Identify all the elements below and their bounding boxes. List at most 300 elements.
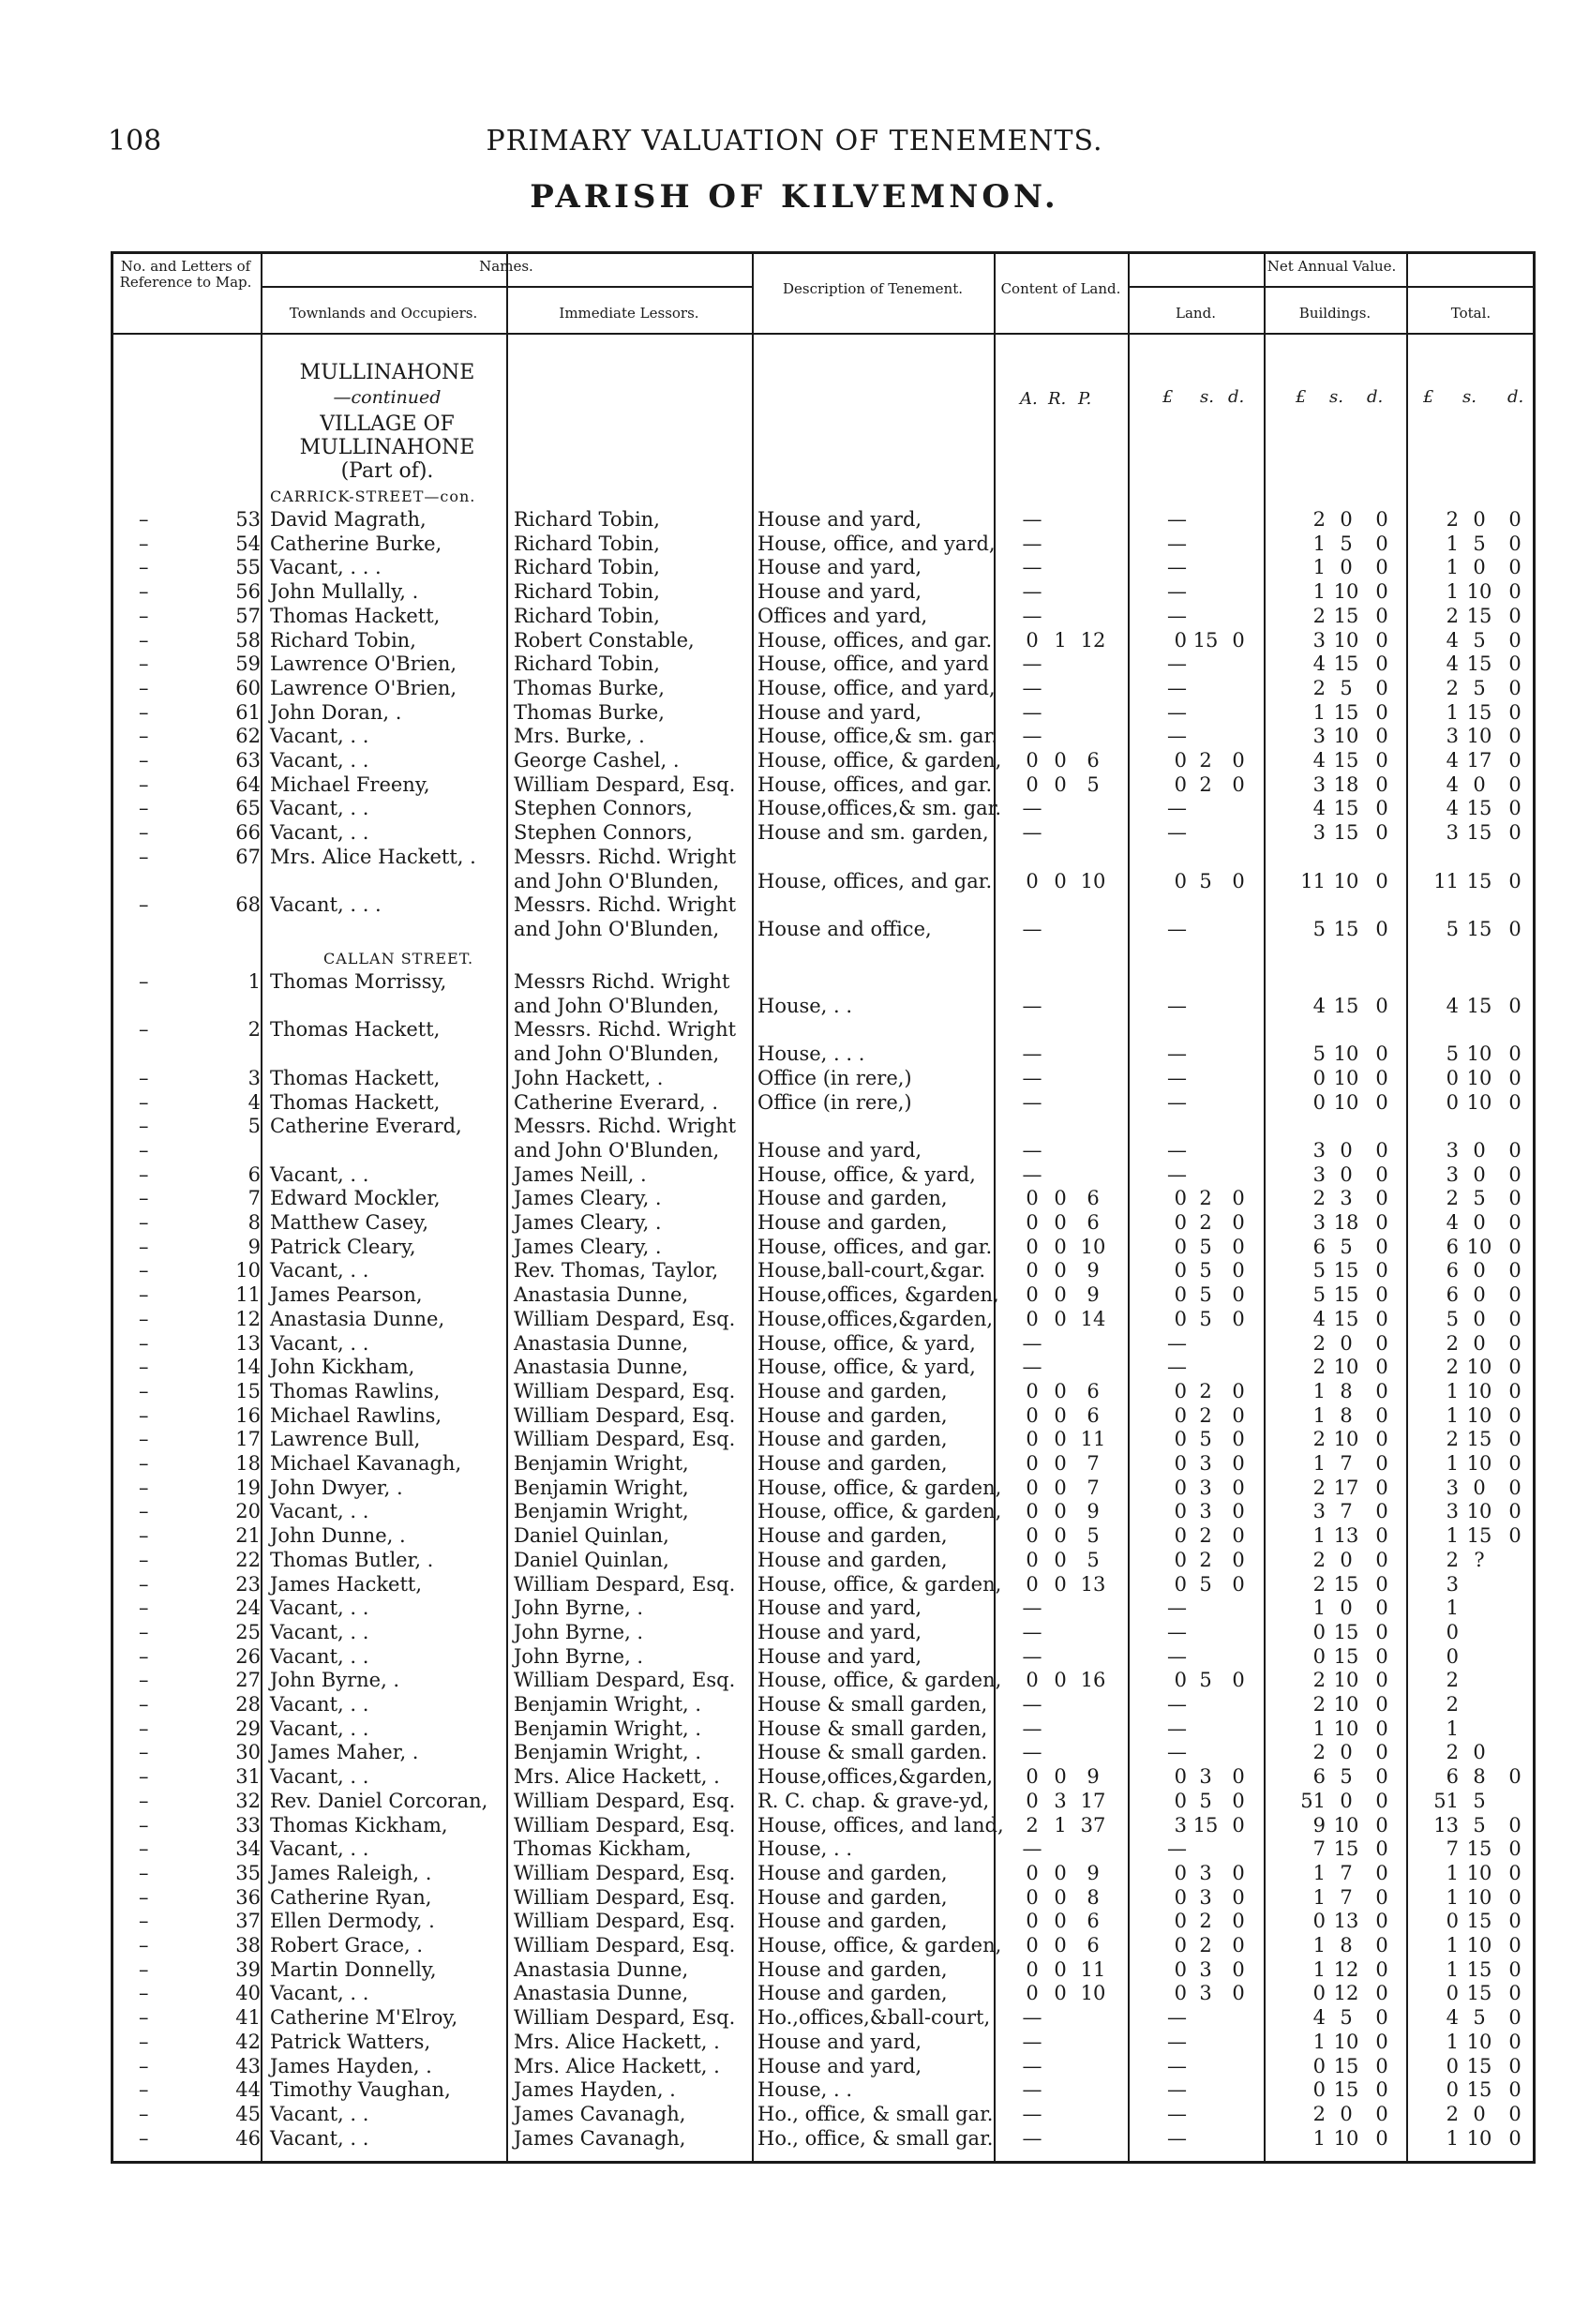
cell-les: Messrs. Richd. Wright <box>514 893 737 917</box>
cell-desc: House and sm. garden, <box>757 821 989 845</box>
cell-bd: 0 <box>1375 1090 1388 1114</box>
cell-bs: 10 <box>1333 1356 1359 1379</box>
cell-td: 0 <box>1508 532 1522 555</box>
cell-bs: 8 <box>1340 1403 1353 1427</box>
cell-ref: 54 <box>235 532 261 555</box>
cell-p: 12 <box>1080 628 1106 652</box>
cell-tp: 5 <box>1446 917 1459 940</box>
cell-les: Richard Tobin, <box>514 604 660 627</box>
table-row <box>111 507 1536 532</box>
cell-a: 0 <box>1026 869 1039 892</box>
cell-ls: 3 <box>1199 1765 1212 1789</box>
cell-ref: 40 <box>235 1982 261 2005</box>
cell-tp: 1 <box>1446 2126 1459 2150</box>
cell-lp: — <box>1167 1162 1187 1186</box>
cell-bd: 0 <box>1375 1283 1388 1307</box>
cell-bd: 0 <box>1375 508 1388 531</box>
cell-td: 0 <box>1508 1524 1522 1548</box>
cell-td: 0 <box>1508 1500 1522 1523</box>
cell-td: 0 <box>1508 1765 1522 1789</box>
cell-occ: Vacant, . . <box>270 1982 369 2005</box>
cell-tp: 1 <box>1446 1861 1459 1884</box>
cell-ld: 0 <box>1232 1669 1245 1692</box>
cell-td: 0 <box>1508 2006 1522 2030</box>
cell-dash: – <box>139 508 149 531</box>
cell-a: 0 <box>1026 772 1039 796</box>
cell-a: — <box>1022 725 1042 748</box>
table-row <box>111 652 1536 677</box>
cell-td: 0 <box>1508 1428 1522 1451</box>
cell-ld: 0 <box>1232 1211 1245 1234</box>
cell-bs: 10 <box>1333 580 1359 604</box>
cell-ls: 5 <box>1199 1259 1212 1282</box>
cell-occ: Vacant, . . <box>270 1597 369 1620</box>
cell-ld: 0 <box>1232 1910 1245 1933</box>
cell-ref: 31 <box>235 1765 261 1789</box>
cell-desc: House and garden, <box>757 1885 948 1909</box>
cell-dash: – <box>139 1717 149 1740</box>
cell-tp: 3 <box>1446 1572 1459 1596</box>
cell-r: 0 <box>1054 1957 1067 1981</box>
cell-desc: House & small garden, <box>757 1693 988 1716</box>
cell-lp: — <box>1167 1620 1187 1643</box>
cell-a: 0 <box>1026 1669 1039 1692</box>
cell-desc: Ho., office, & small gar. <box>757 2126 994 2150</box>
cell-ref: 17 <box>235 1428 261 1451</box>
cell-td: 0 <box>1508 994 1522 1017</box>
cell-occ: Matthew Casey, <box>270 1211 429 1234</box>
cell-ref: 9 <box>247 1235 261 1258</box>
cell-dash: – <box>139 580 149 604</box>
cell-p: 6 <box>1087 1910 1100 1933</box>
cell-r: 0 <box>1054 1765 1067 1789</box>
cell-lp: 0 <box>1174 1476 1187 1499</box>
cell-occ: John Dwyer, . <box>270 1476 403 1499</box>
cell-a: — <box>1022 1042 1042 1066</box>
table-row <box>111 1548 1536 1573</box>
cell-lp: — <box>1167 1138 1187 1162</box>
cell-ref: 12 <box>235 1307 261 1330</box>
cell-ref: 6 <box>247 1162 261 1186</box>
cell-tp: 0 <box>1446 1090 1459 1114</box>
cell-lp: — <box>1167 2054 1187 2077</box>
cell-les: William Despard, Esq. <box>514 1789 736 1812</box>
cell-bd: 0 <box>1375 1452 1388 1475</box>
header-description: Description of Tenement. <box>782 280 964 297</box>
cell-lp: 0 <box>1174 1235 1187 1258</box>
cell-td: 0 <box>1508 1934 1522 1957</box>
cell-tp: 1 <box>1446 1524 1459 1548</box>
cell-ls: 2 <box>1199 772 1212 796</box>
cell-tp: 3 <box>1446 725 1459 748</box>
cell-bs: 13 <box>1333 1910 1359 1933</box>
cell-tp: 1 <box>1446 1885 1459 1909</box>
cell-bs: 10 <box>1333 1717 1359 1740</box>
cell-dash: – <box>139 628 149 652</box>
cell-occ: Thomas Rawlins, <box>270 1379 441 1402</box>
cell-desc: House and garden, <box>757 1861 948 1884</box>
cell-r: 0 <box>1054 1476 1067 1499</box>
table-row <box>111 1981 1536 2006</box>
cell-bs: 0 <box>1340 1162 1353 1186</box>
table-row <box>111 1235 1536 1260</box>
cell-bp: 1 <box>1312 1861 1326 1884</box>
cell-ls: 2 <box>1199 1403 1212 1427</box>
cell-ls: 2 <box>1199 1187 1212 1210</box>
cell-lp: 3 <box>1174 1813 1187 1837</box>
cell-a: — <box>1022 1837 1042 1861</box>
cell-dash: – <box>139 556 149 579</box>
table-row <box>111 1162 1536 1188</box>
cell-occ: Mrs. Alice Hackett, . <box>270 845 476 868</box>
cell-dash: – <box>139 725 149 748</box>
cell-ref: 45 <box>235 2102 261 2125</box>
cell-bp: 3 <box>1312 628 1326 652</box>
cell-td: 0 <box>1508 1235 1522 1258</box>
cell-r: 0 <box>1054 1403 1067 1427</box>
cell-dash: – <box>139 893 149 917</box>
cell-ld: 0 <box>1232 1789 1245 1812</box>
cell-tp: 0 <box>1446 1982 1459 2005</box>
cell-a: 0 <box>1026 1982 1039 2005</box>
cell-a: 0 <box>1026 1572 1039 1596</box>
cell-tp: 2 <box>1446 1356 1459 1379</box>
cell-a: — <box>1022 2030 1042 2053</box>
cell-lp: 0 <box>1174 1452 1187 1475</box>
cell-occ: James Pearson, <box>270 1283 423 1307</box>
cell-bs: 10 <box>1333 1428 1359 1451</box>
cell-ls: 15 <box>1192 1813 1219 1837</box>
cell-bp: 1 <box>1312 556 1326 579</box>
cell-bs: 0 <box>1340 1548 1353 1571</box>
cell-p: 6 <box>1087 1403 1100 1427</box>
cell-r: 0 <box>1054 1211 1067 1234</box>
cell-dash: – <box>139 2102 149 2125</box>
cell-bp: 0 <box>1312 1644 1326 1668</box>
cell-tp: 7 <box>1446 1837 1459 1861</box>
cell-bp: 1 <box>1312 580 1326 604</box>
cell-bd: 0 <box>1375 532 1388 555</box>
cell-bd: 0 <box>1375 2126 1388 2150</box>
cell-bd: 0 <box>1375 628 1388 652</box>
cell-ref: 23 <box>235 1572 261 1596</box>
unit-pence: d. <box>1367 387 1384 407</box>
cell-ts: 5 <box>1473 1813 1486 1837</box>
table-row <box>111 1403 1536 1429</box>
cell-ts: 15 <box>1466 1957 1492 1981</box>
cell-a: 0 <box>1026 1765 1039 1789</box>
cell-tp: 4 <box>1446 797 1459 820</box>
cell-ts: 10 <box>1466 1356 1492 1379</box>
cell-dash: – <box>139 1934 149 1957</box>
cell-desc: House and yard, <box>757 1597 922 1620</box>
cell-les: Stephen Connors, <box>514 821 693 845</box>
cell-bp: 4 <box>1312 2006 1326 2030</box>
cell-bd: 0 <box>1375 917 1388 940</box>
cell-ld: 0 <box>1232 1524 1245 1548</box>
cell-ld: 0 <box>1232 1187 1245 1210</box>
cell-tp: 13 <box>1433 1813 1459 1837</box>
cell-ld: 0 <box>1232 869 1245 892</box>
cell-bp: 1 <box>1312 2126 1326 2150</box>
cell-td: 0 <box>1508 1476 1522 1499</box>
table-row <box>111 1692 1536 1717</box>
cell-bp: 2 <box>1312 676 1326 699</box>
cell-bs: 17 <box>1333 1476 1359 1499</box>
cell-ref: 20 <box>235 1500 261 1523</box>
cell-desc: House, offices, and gar. <box>757 628 993 652</box>
cell-ts: 15 <box>1466 1982 1492 2005</box>
cell-bs: 18 <box>1333 1211 1359 1234</box>
cell-ref: 4 <box>247 1090 261 1114</box>
cell-desc: Office (in rere,) <box>757 1066 912 1089</box>
cell-les: William Despard, Esq. <box>514 1813 736 1837</box>
cell-lp: — <box>1167 1331 1187 1355</box>
cell-ref: 53 <box>235 508 261 531</box>
cell-lp: 0 <box>1174 1428 1187 1451</box>
cell-ls: 5 <box>1199 1235 1212 1258</box>
cell-td: 0 <box>1508 2054 1522 2077</box>
cell-ref: 67 <box>235 845 261 868</box>
cell-bs: 0 <box>1340 508 1353 531</box>
cell-td: 0 <box>1508 869 1522 892</box>
cell-tp: 6 <box>1446 1259 1459 1282</box>
cell-ls: 3 <box>1199 1500 1212 1523</box>
header-content: Content of Land. <box>1000 280 1121 297</box>
cell-desc: House and yard, <box>757 580 922 604</box>
cell-a: 0 <box>1026 1957 1039 1981</box>
cell-desc: Ho., office, & small gar. <box>757 2102 994 2125</box>
header-lessors: Immediate Lessors. <box>559 305 699 322</box>
cell-occ: Anastasia Dunne, <box>270 1307 445 1330</box>
cell-a: — <box>1022 1693 1042 1716</box>
cell-desc: House, office, & garden, <box>757 1572 1002 1596</box>
cell-lp: 0 <box>1174 1669 1187 1692</box>
cell-dash: – <box>139 1138 149 1162</box>
cell-tp: 1 <box>1446 700 1459 724</box>
cell-bp: 4 <box>1312 1307 1326 1330</box>
cell-occ: Lawrence O'Brien, <box>270 652 457 676</box>
cell-ref: 27 <box>235 1669 261 1692</box>
cell-td: 0 <box>1508 1090 1522 1114</box>
unit-pence: d. <box>1228 387 1245 407</box>
table-row <box>111 1764 1536 1790</box>
cell-bp: 2 <box>1312 1476 1326 1499</box>
cell-bs: 15 <box>1333 1307 1359 1330</box>
cell-a: 0 <box>1026 1789 1039 1812</box>
cell-occ: Vacant, . . <box>270 1620 369 1643</box>
cell-desc: House and yard, <box>757 2030 922 2053</box>
cell-bd: 0 <box>1375 580 1388 604</box>
table-row <box>111 700 1536 726</box>
cell-tp: 4 <box>1446 749 1459 772</box>
table-row <box>111 1933 1536 1958</box>
cell-lp: — <box>1167 725 1187 748</box>
cell-ts: 0 <box>1473 1283 1486 1307</box>
cell-les: John Byrne, . <box>514 1644 644 1668</box>
cell-ld: 0 <box>1232 1765 1245 1789</box>
cell-lp: — <box>1167 1741 1187 1764</box>
cell-ref: 68 <box>235 893 261 917</box>
unit-shilling: s. <box>1462 387 1477 407</box>
cell-les: Thomas Burke, <box>514 676 665 699</box>
cell-dash: – <box>139 772 149 796</box>
cell-ld: 0 <box>1232 1307 1245 1330</box>
cell-lp: — <box>1167 917 1187 940</box>
cell-tp: 4 <box>1446 1211 1459 1234</box>
cell-a: — <box>1022 556 1042 579</box>
cell-tp: 2 <box>1446 1548 1459 1571</box>
cell-r: 1 <box>1054 1813 1067 1837</box>
cell-bs: 0 <box>1340 556 1353 579</box>
cell-ld: 0 <box>1232 1428 1245 1451</box>
table-row <box>111 1476 1536 1501</box>
cell-a: — <box>1022 1356 1042 1379</box>
cell-occ: Lawrence O'Brien, <box>270 676 457 699</box>
table-row <box>111 1789 1536 1814</box>
cell-tp: 1 <box>1446 1957 1459 1981</box>
cell-bd: 0 <box>1375 1837 1388 1861</box>
cell-bs: 15 <box>1333 1572 1359 1596</box>
cell-dash: – <box>139 797 149 820</box>
cell-dash: – <box>139 1018 149 1042</box>
cell-desc: House and yard, <box>757 2054 922 2077</box>
cell-bd: 0 <box>1375 1548 1388 1571</box>
cell-tp: 1 <box>1446 580 1459 604</box>
cell-bd: 0 <box>1375 1644 1388 1668</box>
cell-bp: 2 <box>1312 1356 1326 1379</box>
cell-tp: 2 <box>1446 2102 1459 2125</box>
cell-desc: House, . . <box>757 1837 853 1861</box>
cell-bp: 3 <box>1312 821 1326 845</box>
cell-les: Mrs. Burke, . <box>514 725 645 748</box>
cell-tp: 6 <box>1446 1235 1459 1258</box>
cell-bd: 0 <box>1375 1500 1388 1523</box>
cell-ts: 15 <box>1466 2078 1492 2102</box>
section-title: MULLINAHONE <box>299 361 475 384</box>
cell-dash: – <box>139 2078 149 2102</box>
cell-r: 0 <box>1054 1910 1067 1933</box>
cell-bs: 10 <box>1333 2030 1359 2053</box>
cell-les: Anastasia Dunne, <box>514 1957 689 1981</box>
cell-bp: 1 <box>1312 1452 1326 1475</box>
cell-a: — <box>1022 700 1042 724</box>
cell-bd: 0 <box>1375 1259 1388 1282</box>
cell-dash: – <box>139 1548 149 1571</box>
table-row <box>111 1017 1536 1042</box>
cell-a: — <box>1022 1090 1042 1114</box>
cell-td: 0 <box>1508 556 1522 579</box>
cell-desc: House,offices,&garden, <box>757 1307 994 1330</box>
cell-occ: James Maher, . <box>270 1741 419 1764</box>
cell-r: 0 <box>1054 1235 1067 1258</box>
cell-desc: House, office, & yard, <box>757 1162 976 1186</box>
cell-a: 0 <box>1026 1452 1039 1475</box>
cell-ts: 10 <box>1466 1090 1492 1114</box>
cell-desc: House and yard, <box>757 508 922 531</box>
cell-a: 0 <box>1026 1861 1039 1884</box>
cell-lp: — <box>1167 2030 1187 2053</box>
cell-dash: – <box>139 1813 149 1837</box>
cell-ld: 0 <box>1232 1957 1245 1981</box>
cell-bp: 3 <box>1312 1500 1326 1523</box>
cell-bs: 5 <box>1340 1235 1353 1258</box>
cell-lp: — <box>1167 1090 1187 1114</box>
table-row <box>111 796 1536 821</box>
cell-desc: House and yard, <box>757 1620 922 1643</box>
cell-desc: House and garden, <box>757 1524 948 1548</box>
cell-occ: Vacant, . . <box>270 1331 369 1355</box>
cell-td: 0 <box>1508 1283 1522 1307</box>
cell-lp: 0 <box>1174 1861 1187 1884</box>
cell-lp: 0 <box>1174 1789 1187 1812</box>
cell-p: 5 <box>1087 772 1100 796</box>
cell-lp: — <box>1167 1693 1187 1716</box>
cell-td: 0 <box>1508 1885 1522 1909</box>
cell-tp: 2 <box>1446 1331 1459 1355</box>
cell-occ: Catherine M'Elroy, <box>270 2006 458 2030</box>
cell-occ: John Kickham, <box>270 1356 415 1379</box>
cell-les: William Despard, Esq. <box>514 1885 736 1909</box>
cell-bs: 10 <box>1333 1693 1359 1716</box>
cell-r: 0 <box>1054 869 1067 892</box>
cell-dash: – <box>139 1476 149 1499</box>
cell-les: Richard Tobin, <box>514 580 660 604</box>
cell-bs: 8 <box>1340 1379 1353 1402</box>
unit-pound: £ <box>1162 387 1174 407</box>
cell-bd: 0 <box>1375 1910 1388 1933</box>
table-row <box>111 969 1536 995</box>
cell-bs: 0 <box>1340 2102 1353 2125</box>
cell-ts: 5 <box>1473 628 1486 652</box>
table-row <box>111 845 1536 870</box>
cell-a: — <box>1022 1644 1042 1668</box>
cell-lp: 0 <box>1174 869 1187 892</box>
cell-tp: 2 <box>1446 1693 1459 1716</box>
cell-a: 0 <box>1026 1885 1039 1909</box>
cell-occ: Vacant, . . <box>270 1837 369 1861</box>
cell-td: 0 <box>1508 604 1522 627</box>
cell-ts: 15 <box>1466 797 1492 820</box>
cell-desc: House,offices,& sm. gar. <box>757 797 1002 820</box>
cell-ls: 2 <box>1199 1934 1212 1957</box>
cell-ref: 7 <box>247 1187 261 1210</box>
cell-bd: 0 <box>1375 869 1388 892</box>
cell-desc: House and garden, <box>757 1548 948 1571</box>
table-row <box>111 892 1536 918</box>
cell-ref: 41 <box>235 2006 261 2030</box>
cell-les: Rev. Thomas, Taylor, <box>514 1259 719 1282</box>
cell-ref: 5 <box>247 1115 261 1138</box>
cell-ts: 10 <box>1466 1042 1492 1066</box>
cell-ref: 38 <box>235 1934 261 1957</box>
cell-bd: 0 <box>1375 1476 1388 1499</box>
cell-ref: 1 <box>247 970 261 993</box>
cell-bp: 1 <box>1312 2030 1326 2053</box>
cell-dash: – <box>139 970 149 993</box>
cell-ld: 0 <box>1232 1885 1245 1909</box>
cell-lp: — <box>1167 652 1187 676</box>
cell-a: 0 <box>1026 1283 1039 1307</box>
cell-p: 14 <box>1080 1307 1106 1330</box>
cell-ls: 2 <box>1199 1910 1212 1933</box>
cell-occ: Vacant, . . <box>270 821 369 845</box>
cell-desc: House, office, & yard, <box>757 1331 976 1355</box>
cell-occ: Vacant, . . <box>270 1765 369 1789</box>
cell-bs: 15 <box>1333 797 1359 820</box>
cell-les: Benjamin Wright, . <box>514 1741 702 1764</box>
cell-td: 0 <box>1508 1331 1522 1355</box>
